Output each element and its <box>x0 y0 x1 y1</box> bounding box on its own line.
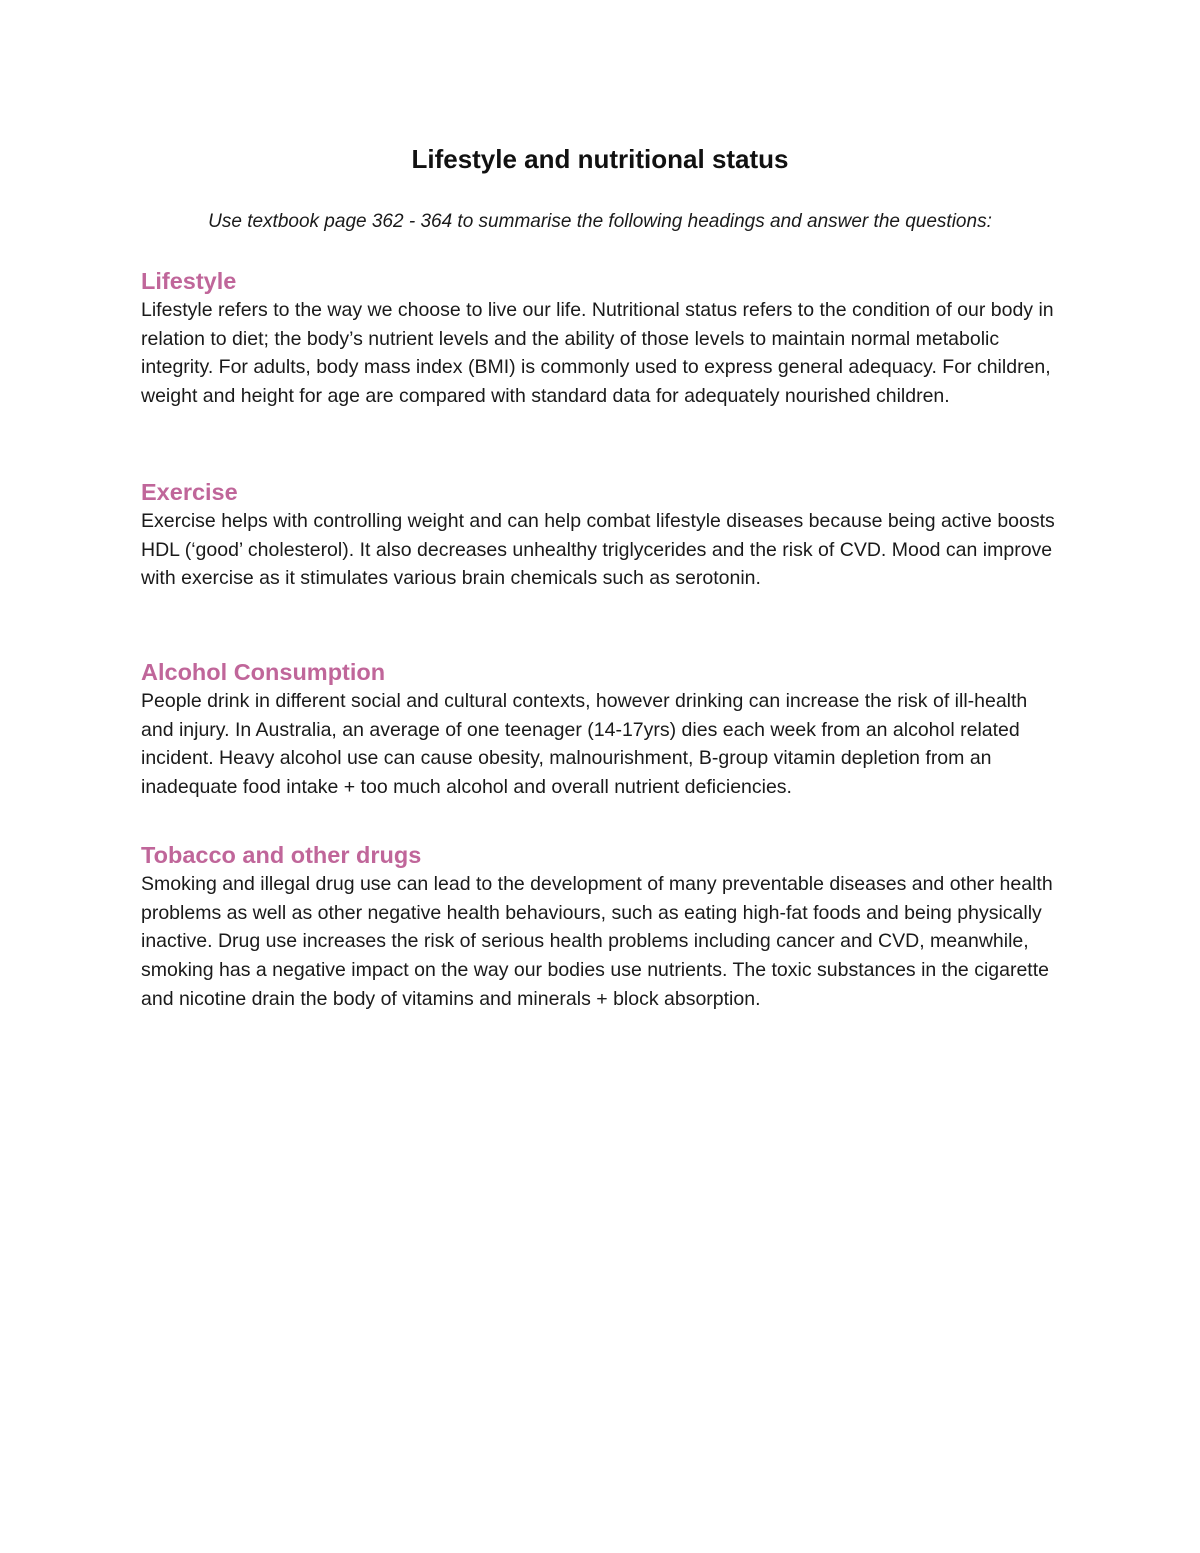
section-body: Exercise helps with controlling weight and can help combat lifestyle diseases because being active boosts HDL (‘good’ cholesterol). It also decreases unhealthy triglycerides and the risk of CVD. Mood can improve with exercise as it stimulates various brain chemicals such as serotonin. <box>141 510 1055 590</box>
section-tobacco-and-other-drugs <box>141 840 1061 1014</box>
section-heading: Exercise <box>141 479 238 505</box>
section-heading: Tobacco and other drugs <box>141 842 422 868</box>
section-heading: Alcohol Consumption <box>141 659 386 685</box>
section-exercise <box>141 477 1061 593</box>
section-body: People drink in different social and cultural contexts, however drinking can increase the risk of ill-health and injury. In Australia, an average of one teenager (14-17yrs) dies each week from an alcohol related incident. Heavy alcohol use can cause obesity, malnourishment, B-group vitamin depletion from an inadequate food intake + too much alcohol and overall nutrient deficiencies. <box>141 690 1028 799</box>
section-body: Smoking and illegal drug use can lead to the development of many preventable diseases and other health problems as well as other negative health behaviours, such as eating high-fat foods and being physically inactive. Drug use increases the risk of serious health problems including cancer and CVD, meanwhile, smoking has a negative impact on the way our bodies use nutrients. The toxic substances in the cigarette and nicotine drain the body of vitamins and minerals + block absorption. <box>141 873 1053 1010</box>
section-alcohol-consumption <box>141 657 1061 802</box>
section-heading: Lifestyle <box>141 268 237 294</box>
section-lifestyle <box>141 266 1061 411</box>
instructions-text: Use textbook page 362 - 364 to summarise the following headings and answer the questions: <box>208 211 992 232</box>
section-body: Lifestyle refers to the way we choose to live our life. Nutritional status refers to the condition of our body in relation to diet; the body’s nutrient levels and the ability of those levels to maintain normal metabolic integrity. For adults, body mass index (BMI) is commonly used to express general adequacy. For children, weight and height for age are compared with standard data for adequately nourished children. <box>141 299 1054 408</box>
document-title: Lifestyle and nutritional status <box>411 144 789 174</box>
